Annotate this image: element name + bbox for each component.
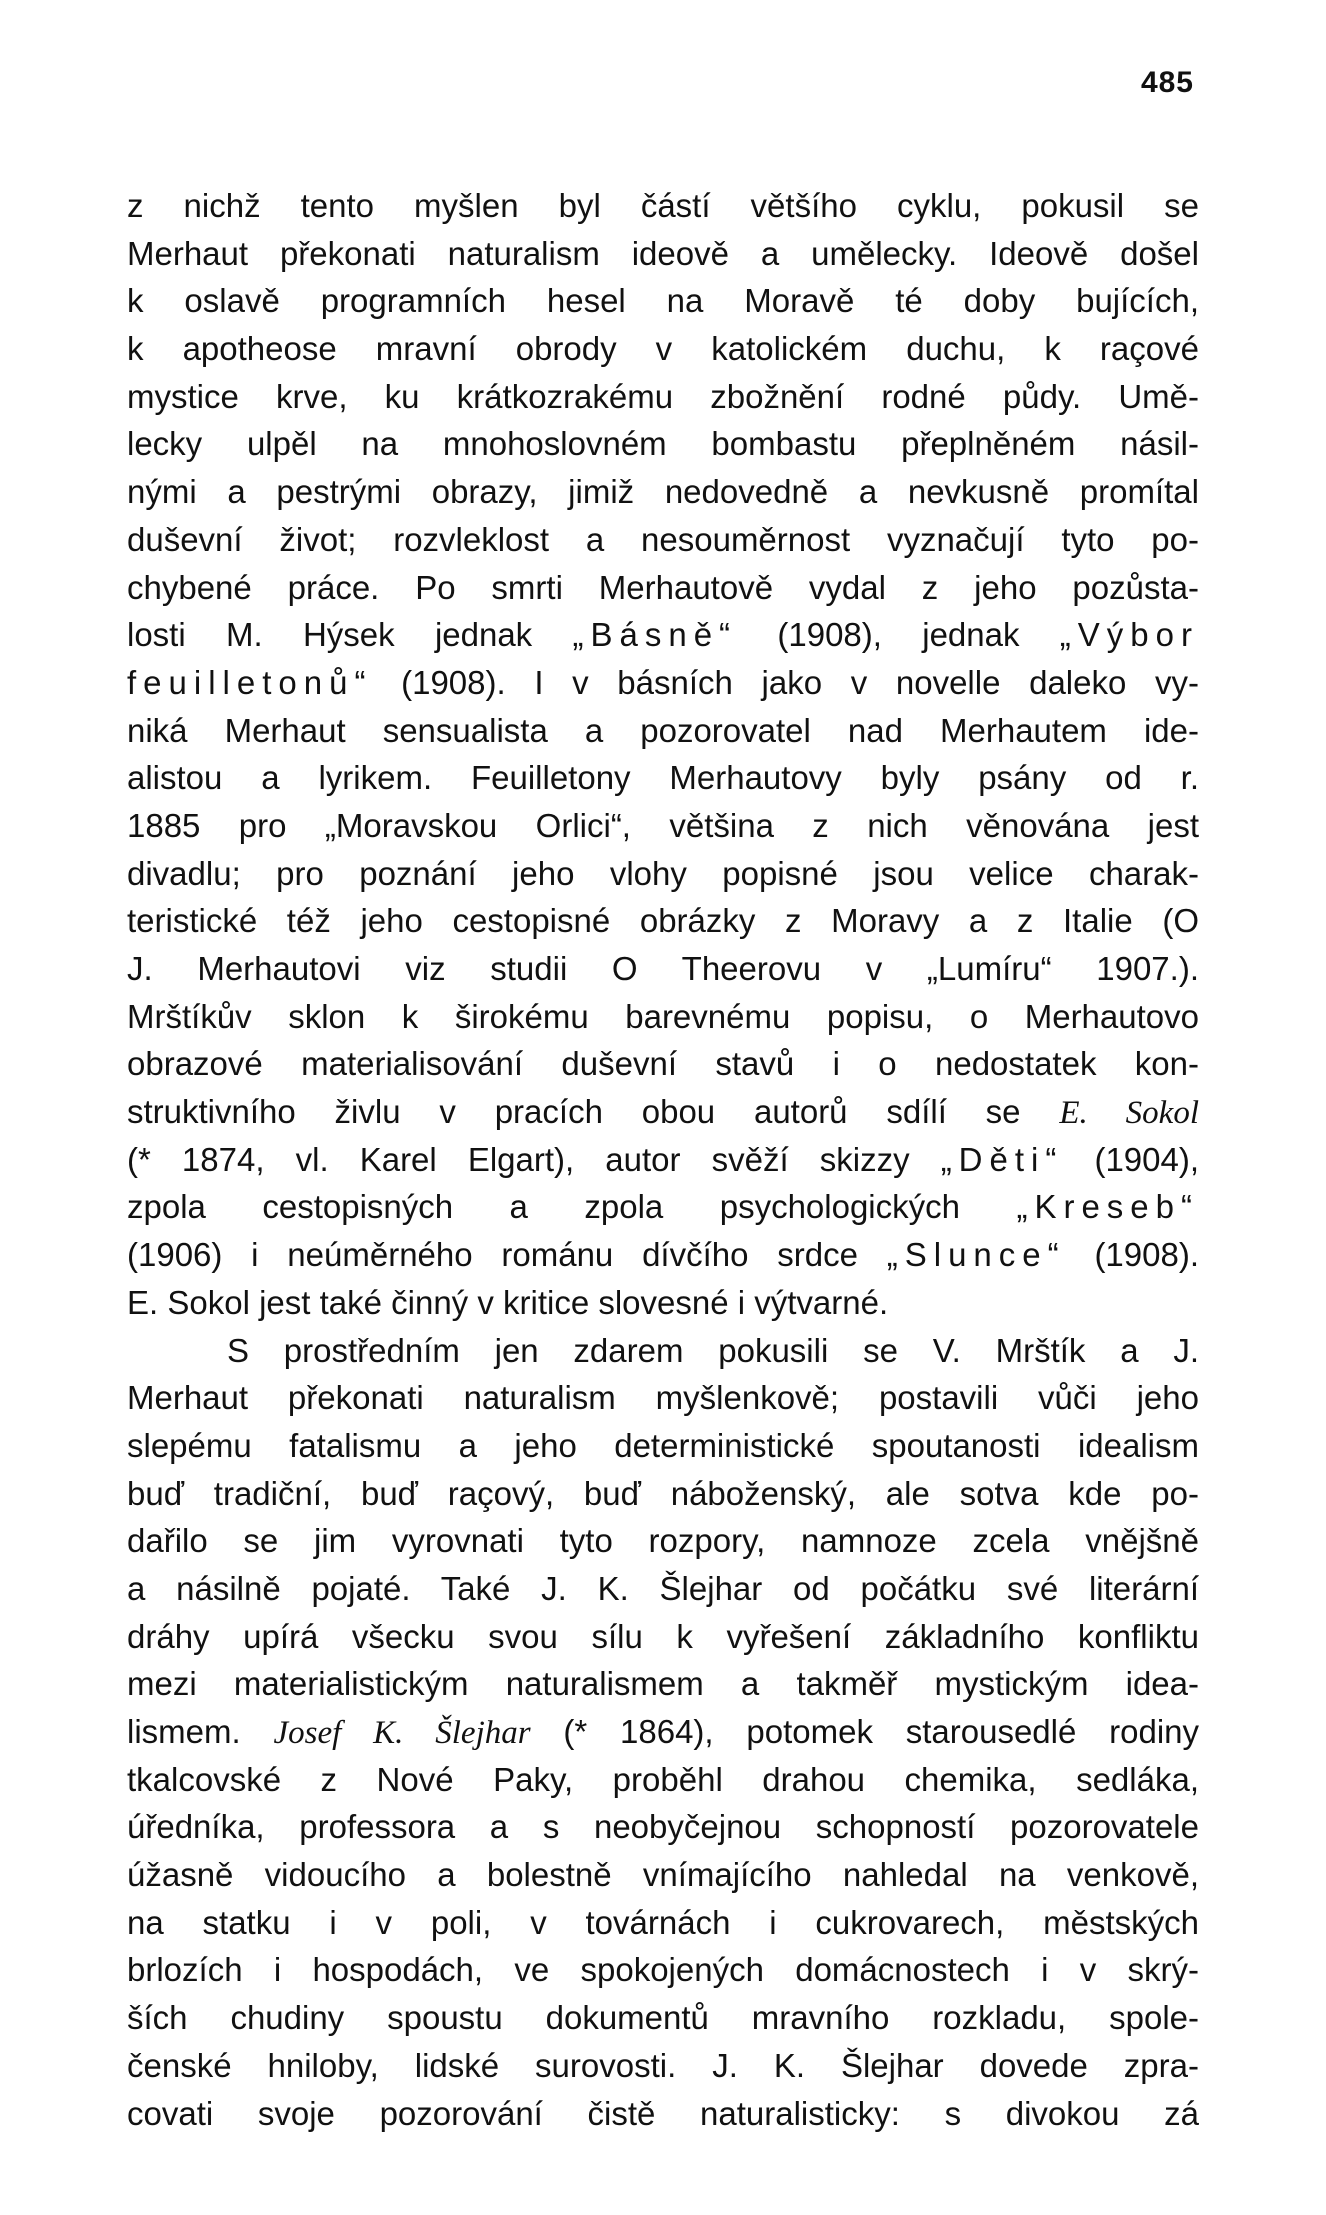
text-line: Merhaut překonati naturalism ideově a umělecky. Ideově došel — [127, 234, 1199, 272]
text-run: lismem. — [127, 1713, 241, 1750]
work-title: „Básně“ — [572, 616, 738, 654]
text-line: alistou a lyrikem. Feuilletony Merhautovy byly psány od r. — [127, 759, 1199, 797]
text-line: lecky ulpěl na mnohoslovném bombastu přeplněném násil- — [127, 425, 1199, 463]
text-line — [127, 1231, 1199, 1279]
text-line: nými a pestrými obrazy, jimiž nedovedně a nevkusně promítal — [127, 473, 1199, 511]
text-line: buď tradiční, buď raçový, buď náboženský, ale sotva kde po- — [127, 1474, 1199, 1512]
text-line: brlozích i hospodách, ve spokojených domácnostech i v skrý- — [127, 1951, 1199, 1989]
text-line: dařilo se jim vyrovnati tyto rozpory, namnoze zcela vnějšně — [127, 1522, 1199, 1560]
text-line: chybené práce. Po smrti Merhautově vydal z jeho pozůsta- — [127, 568, 1199, 606]
author-name: E. Sokol — [1059, 1095, 1199, 1132]
text-run: (1904), — [1094, 1140, 1199, 1178]
text-line: E. Sokol jest také činný v kritice slovesné i výtvarné. — [127, 1283, 889, 1321]
text-run: losti M. Hýsek jednak — [127, 616, 533, 654]
text-line: Merhaut překonati naturalism myšlenkově; postavili vůči jeho — [127, 1379, 1199, 1417]
text-line: dráhy upírá všecku svou sílu k vyřešení základního konfliktu — [127, 1617, 1199, 1655]
text-line: S prostředním jen zdarem pokusili se V. Mrštík a J. — [227, 1331, 1199, 1369]
text-line: úžasně vidoucího a bolestně vnímajícího nahledal na venkově, — [127, 1856, 1199, 1894]
text-line: ších chudiny spoustu dokumentů mravního rozkladu, spole- — [127, 1999, 1199, 2037]
text-line: divadlu; pro poznání jeho vlohy popisné jsou velice charak- — [127, 854, 1199, 892]
work-title: „Děti“ — [940, 1140, 1064, 1178]
text-line: 1885 pro „Moravskou Orlici“, většina z nich věnována jest — [127, 806, 1199, 844]
text-line: k oslavě programních hesel na Moravě té doby bujících, — [127, 282, 1199, 320]
text-line: z nichž tento myšlen byl částí většího cyklu, pokusil se — [127, 187, 1199, 224]
text-line: na statku i v poli, v továrnách i cukrovarech, městských — [127, 1903, 1199, 1941]
text-run: zpola cestopisných a zpola psychologických — [127, 1188, 960, 1226]
text-line — [127, 1708, 1199, 1756]
author-name: Josef K. Šlejhar — [273, 1715, 531, 1751]
text-line: mezi materialistickým naturalismem a takměř mystickým idea- — [127, 1665, 1199, 1703]
text-line: teristické též jeho cestopisné obrázky z Moravy a z Italie (O — [127, 902, 1199, 940]
text-line: a násilně pojaté. Také J. K. Šlejhar od počátku své literární — [127, 1569, 1199, 1607]
text-run: (1906) i neúměrného románu dívčího srdce — [127, 1236, 858, 1274]
text-line: k apotheose mravní obrody v katolickém duchu, k raçové — [127, 330, 1199, 368]
work-title: „Slunce“ — [886, 1236, 1066, 1274]
text-line — [127, 1183, 1199, 1231]
text-line: covati svoje pozorování čistě naturalisticky: s divokou zá — [127, 2094, 1199, 2132]
text-line: niká Merhaut sensualista a pozorovatel nad Merhautem ide- — [127, 711, 1199, 749]
body-text — [127, 182, 1199, 2137]
text-line: Mrštíkův sklon k širokému barevnému popisu, o Merhautovo — [127, 997, 1199, 1035]
text-run: (* 1864), potomek starousedlé rodiny — [563, 1713, 1199, 1750]
work-title: „Kreseb“ — [1016, 1188, 1199, 1226]
text-line: mystice krve, ku krátkozrakému zbožnění rodné půdy. Umě- — [127, 377, 1199, 415]
text-line: obrazové materialisování duševní stavů i o nedostatek kon- — [127, 1045, 1199, 1083]
work-title: „Výbor — [1059, 616, 1199, 654]
text-line: slepému fatalismu a jeho deterministické spoutanosti idealism — [127, 1426, 1199, 1464]
text-run: (1908). I v básních jako v novelle daleko vy- — [401, 663, 1199, 701]
text-line: úředníka, professora a s neobyčejnou schopností pozorovatele — [127, 1808, 1199, 1846]
text-run: (* 1874, vl. Karel Elgart), autor svěží skizzy — [127, 1140, 910, 1178]
text-line — [127, 659, 1199, 707]
work-title: feuilletonů“ — [127, 663, 373, 701]
text-run: struktivního živlu v pracích obou autorů sdílí se — [127, 1093, 1021, 1131]
text-line: tkalcovské z Nové Paky, proběhl drahou chemika, sedláka, — [127, 1760, 1199, 1798]
text-line — [127, 1136, 1199, 1184]
text-line: duševní život; rozvleklost a nesouměrnost vyznačují tyto po- — [127, 520, 1199, 558]
text-line: J. Merhautovi viz studii O Theerovu v „Lumíru“ 1907.). — [127, 950, 1199, 987]
text-line — [127, 611, 1199, 659]
text-run: (1908), jednak — [777, 616, 1020, 654]
text-run: (1908). — [1094, 1236, 1199, 1274]
text-line — [127, 1088, 1199, 1136]
page-number: 485 — [1140, 66, 1194, 99]
text-line: čenské hniloby, lidské surovosti. J. K. Šlejhar dovede zpra- — [127, 2046, 1199, 2084]
